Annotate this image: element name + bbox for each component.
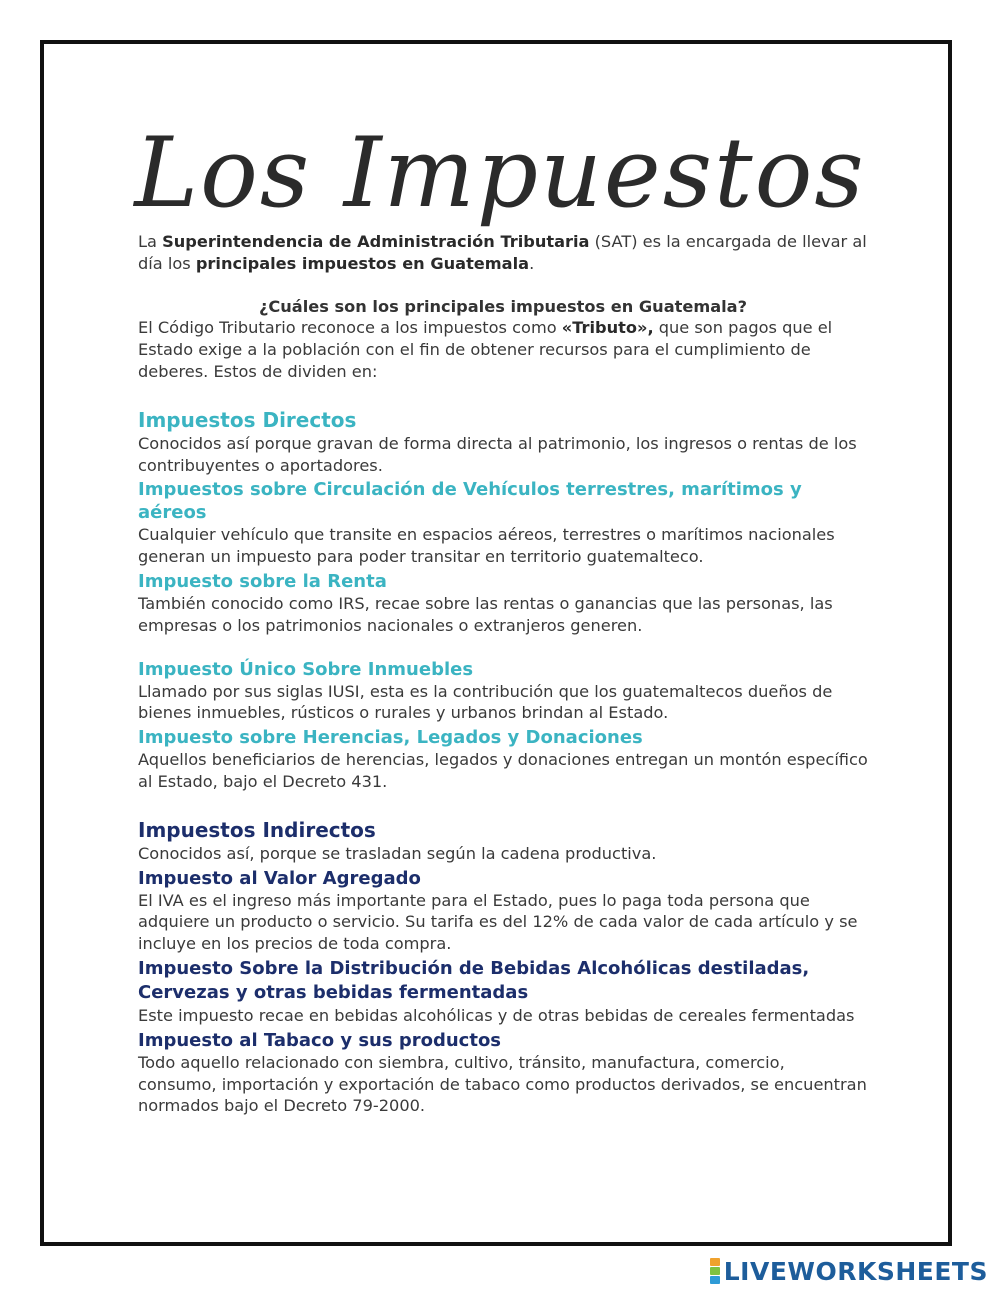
liveworksheets-logo: [710, 1256, 988, 1286]
tax-title: Impuestos sobre Circulación de Vehículos terrestres, marítimos y aéreos: [138, 479, 802, 524]
tax-title: Impuesto Único Sobre Inmuebles: [138, 658, 474, 680]
codigo-paragraph: El Código Tributario reconoce a los impuestos como «Tributo», que son pagos que el Estado exige a la población con el fin de obtener recursos para el cumplimiento de deberes. Estos de dividen en:: [138, 318, 833, 381]
watermark-text: LIVEWORKSHEETS: [723, 1256, 988, 1286]
tax-description: Llamado por sus siglas IUSI, esta es la contribución que los guatemaltecos dueños de bienes inmuebles, rústicos o rurales y urbanos brindan al Estado.: [138, 681, 833, 723]
tax-description: Este impuesto recae en bebidas alcohólicas y de otras bebidas de cereales fermentadas: [138, 1005, 855, 1025]
tax-title: Impuesto Sobre la Distribución de Bebidas Alcohólicas destiladas, Cervezas y otras bebidas fermentadas: [138, 957, 810, 1003]
worksheet-content: [138, 231, 868, 1117]
directos-description: Conocidos así porque gravan de forma directa al patrimonio, los ingresos o rentas de los contribuyentes o aportadores.: [138, 433, 857, 475]
question-heading: ¿Cuáles son los principales impuestos en Guatemala?: [259, 296, 747, 316]
tax-description: También conocido como IRS, recae sobre las rentas o ganancias que las personas, las empresas o los patrimonios nacionales o extranjeros generen.: [138, 593, 833, 635]
tax-title: Impuesto sobre Herencias, Legados y Donaciones: [138, 727, 643, 749]
intro-paragraph: La Superintendencia de Administración Tributaria (SAT) es la encargada de llevar al día los principales impuestos en Guatemala.: [138, 232, 867, 273]
tax-title: Impuesto sobre la Renta: [138, 570, 387, 592]
tax-description: Todo aquello relacionado con siembra, cultivo, tránsito, manufactura, comercio, consumo, importación y exportación de tabaco como productos derivados, se encuentran normados bajo el Decreto 79-2000.: [138, 1052, 867, 1116]
tax-description: Aquellos beneficiarios de herencias, legados y donaciones entregan un montón específico al Estado, bajo el Decreto 431.: [138, 750, 868, 791]
section-heading-directos: Impuestos Directos: [138, 407, 357, 432]
page-title: Los Impuestos: [134, 117, 866, 229]
indirectos-description: Conocidos así, porque se trasladan según la cadena productiva.: [138, 843, 657, 863]
liveworksheets-icon: [710, 1258, 720, 1284]
section-heading-indirectos: Impuestos Indirectos: [138, 817, 376, 842]
tax-title: Impuesto al Valor Agregado: [138, 867, 421, 889]
tax-title: Impuesto al Tabaco y sus productos: [138, 1029, 502, 1051]
tax-description: Cualquier vehículo que transite en espacios aéreos, terrestres o marítimos nacionales generan un impuesto para poder transitar en territorio guatemalteco.: [138, 525, 835, 567]
tax-description: El IVA es el ingreso más importante para el Estado, pues lo paga toda persona que adquiere un producto o servicio. Su tarifa es del 12% de cada valor de cada artículo y se incluye en los precios de toda compra.: [138, 890, 858, 954]
